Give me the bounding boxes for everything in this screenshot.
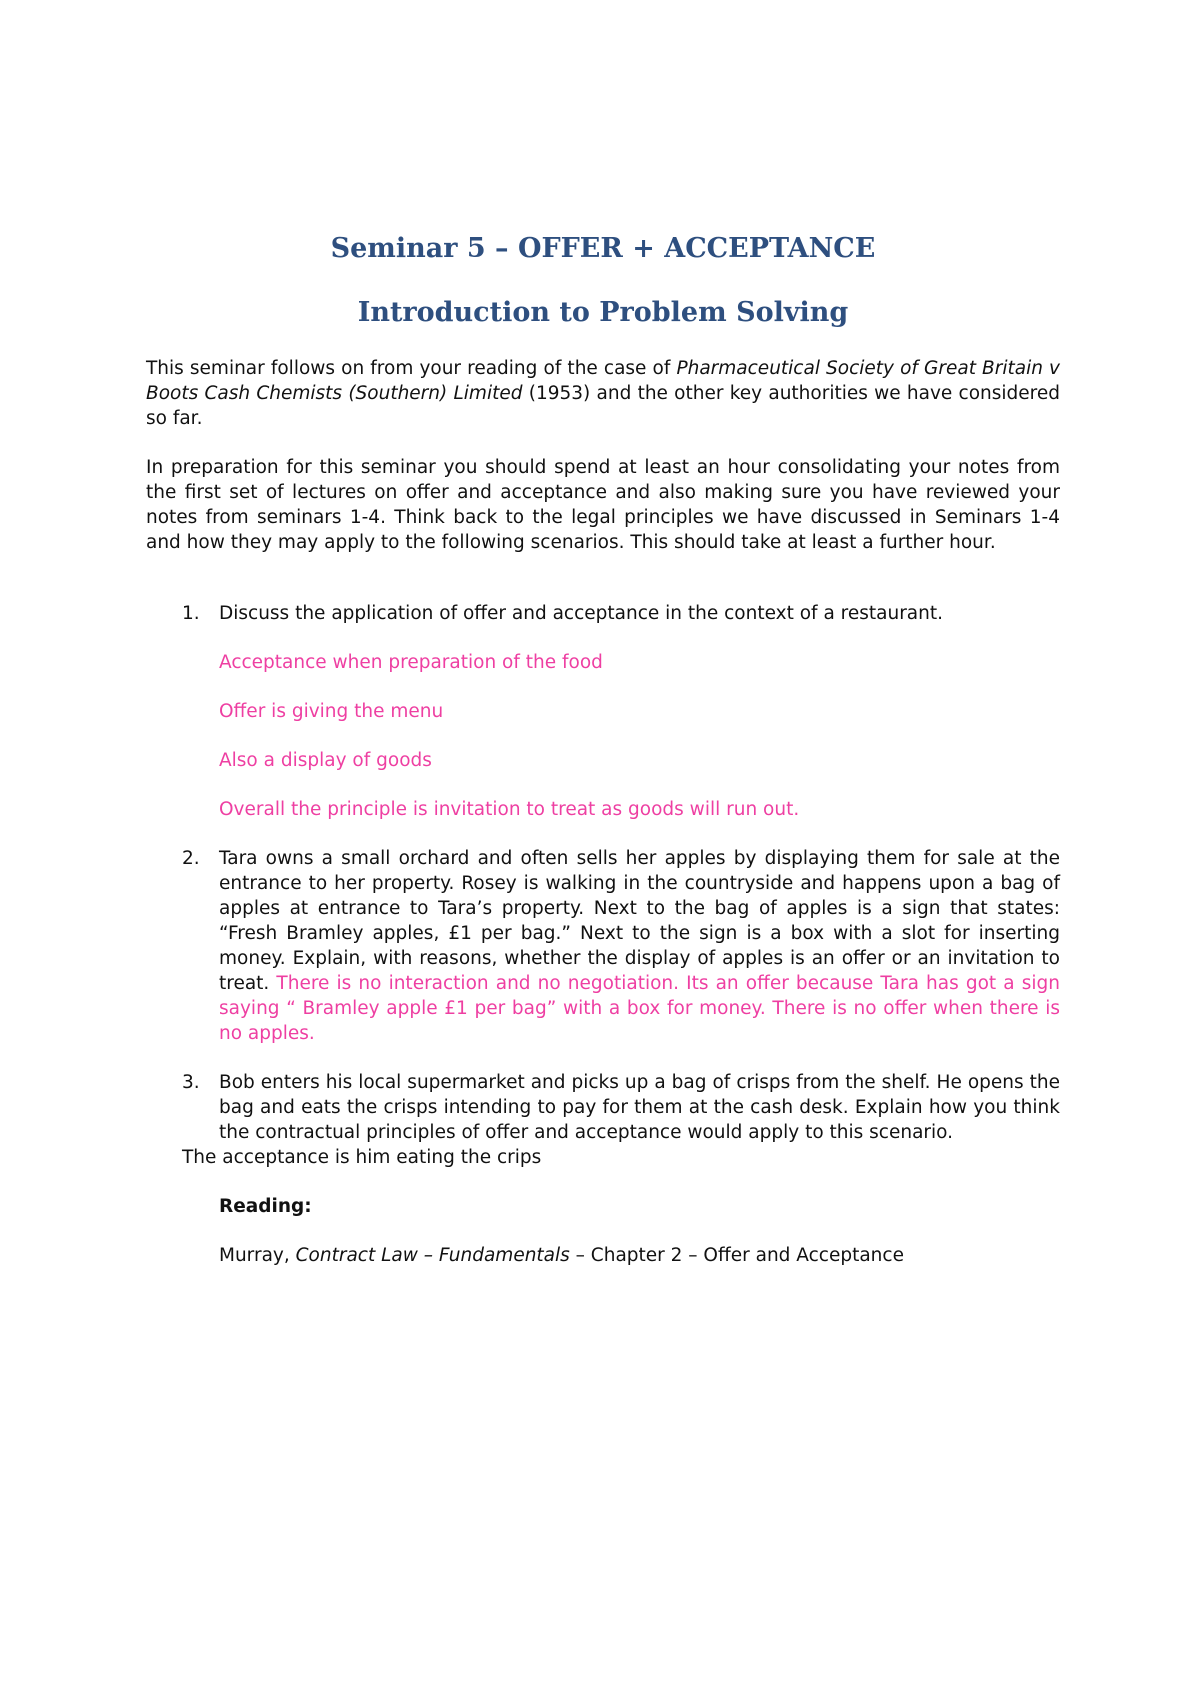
question-item-2	[146, 846, 1060, 1046]
reading-reference	[219, 1243, 1060, 1268]
question-3-answer: The acceptance is him eating the crips	[182, 1147, 542, 1168]
case-name: Pharmaceutical Society of Great Britain v Boots Cash Chemists (Southern) Limited	[146, 358, 1060, 404]
inline-answer: There is no interaction and no negotiation. Its an offer because Tara has got a sign saying “ Bramley apple £1 per bag” with a box for money. There is no offer when there is no apples.	[219, 973, 1060, 1044]
question-body: Tara owns a small orchard and often sells her apples by displaying them for sale at the entrance to her property. Rosey is walking in the countryside and happens upon a bag of apples at entrance to Tara’s property. Next to the bag of apples is a sign that states: “Fresh Bramley apples, £1 per bag.” Next to the sign is a box with a slot for inserting money. Explain, with reasons, whether the display of apples is an offer or an invitation to treat.	[219, 848, 1060, 994]
question-text: Bob enters his local supermarket and picks up a bag of crisps from the shelf. He opens the bag and eats the crisps intending to pay for them at the cash desk. Explain how you think the contractual principles of offer and acceptance would apply to this scenario.	[219, 1072, 1060, 1143]
question-number: 2.	[182, 848, 200, 869]
question-item-1	[146, 601, 1060, 822]
reading-book-title: Contract Law – Fundamentals	[295, 1245, 570, 1266]
answer-line: Also a display of goods	[219, 750, 432, 771]
document-content	[146, 232, 1060, 1268]
question-item-3	[146, 1070, 1060, 1145]
answer-line: Offer is giving the menu	[219, 701, 444, 722]
question-number: 3.	[182, 1072, 200, 1093]
reading-chapter: – Chapter 2 – Offer and Acceptance	[569, 1245, 904, 1266]
page-subtitle: Introduction to Problem Solving	[357, 297, 849, 328]
intro-text-end: (1953) and the other key authorities we have considered so far.	[146, 383, 1060, 429]
intro-paragraph-1	[146, 356, 1060, 431]
question-list	[146, 601, 1060, 1145]
reading-author: Murray,	[219, 1245, 296, 1266]
page-title: Seminar 5 – OFFER + ACCEPTANCE	[330, 233, 876, 264]
answer-line: Acceptance when preparation of the food	[219, 652, 603, 673]
reading-section	[146, 1194, 1060, 1268]
intro-paragraph-2: In preparation for this seminar you should spend at least an hour consolidating your notes from the first set of lectures on offer and acceptance and also making sure you have reviewed your notes from seminars 1-4. Think back to the legal principles we have discussed in Seminars 1-4 and how they may apply to the following scenarios. This should take at least a further hour.	[146, 457, 1060, 553]
answer-line: Overall the principle is invitation to treat as goods will run out.	[219, 799, 800, 820]
question-number: 1.	[182, 603, 200, 624]
reading-heading: Reading:	[219, 1196, 312, 1217]
intro-text: This seminar follows on from your reading of the case of	[146, 358, 677, 379]
question-text: Discuss the application of offer and acceptance in the context of a restaurant.	[219, 603, 943, 624]
question-text	[219, 846, 1060, 1046]
